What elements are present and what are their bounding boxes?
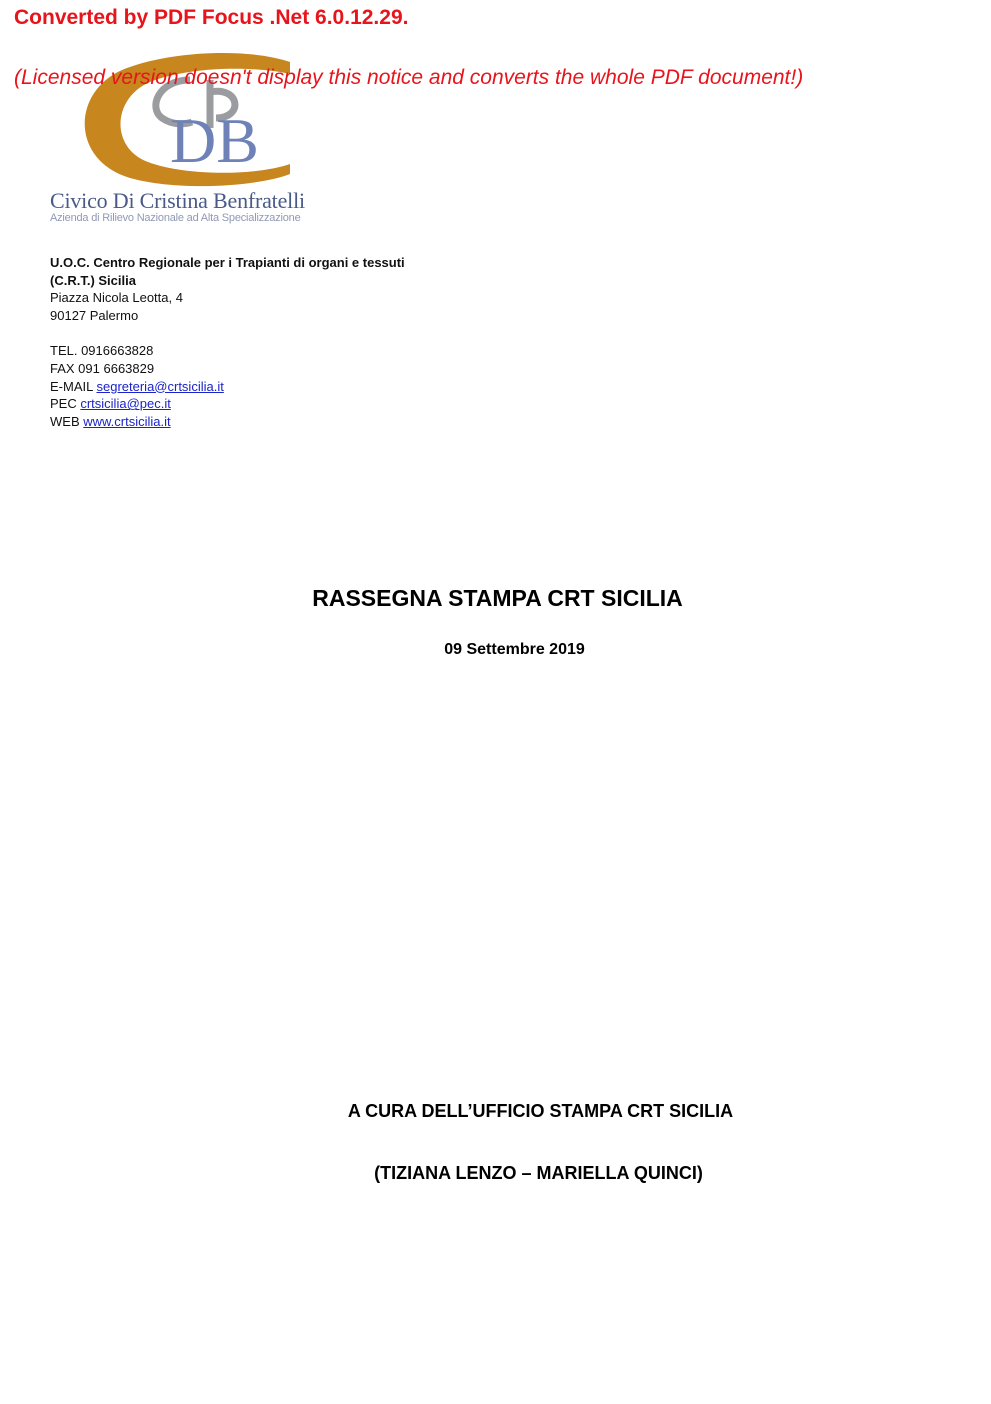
address-block — [50, 254, 405, 430]
telephone: TEL. 0916663828 — [50, 343, 154, 359]
document-credit: A CURA DELL’UFFICIO STAMPA CRT SICILIA — [347, 1101, 734, 1121]
conversion-notice-title: Converted by PDF Focus .Net 6.0.12.29. — [14, 6, 409, 29]
address-spacer — [50, 324, 405, 342]
document-title: RASSEGNA STAMPA CRT SICILIA — [312, 585, 683, 611]
fax: FAX 091 6663829 — [50, 360, 155, 376]
pec-row — [50, 395, 405, 413]
web-link[interactable]: www.crtsicilia.it — [83, 413, 171, 429]
document-authors: (TIZIANA LENZO – MARIELLA QUINCI) — [374, 1163, 703, 1183]
org-name-line2: (C.R.T.) Sicilia — [50, 272, 136, 288]
conversion-notice-text: (Licensed version doesn't display this notice and converts the whole PDF document!) — [14, 66, 804, 89]
logo-subtitle: Azienda di Rilievo Nazionale ad Alta Specializzazione — [50, 212, 301, 224]
email-row — [50, 378, 405, 396]
org-name-line1: U.O.C. Centro Regionale per i Trapianti di organi e tessuti — [50, 255, 405, 270]
logo-name: Civico Di Cristina Benfratelli — [50, 188, 305, 213]
web-label: WEB — [50, 413, 84, 429]
logo-db-letters: DB — [170, 105, 259, 176]
email-label: E-MAIL — [50, 378, 97, 394]
pec-label: PEC — [50, 396, 81, 412]
pec-link[interactable]: crtsicilia@pec.it — [80, 396, 171, 412]
document-date: 09 Settembre 2019 — [444, 641, 585, 658]
street-address: Piazza Nicola Leotta, 4 — [50, 290, 183, 306]
email-link[interactable]: segreteria@crtsicilia.it — [96, 378, 224, 394]
web-row — [50, 413, 405, 431]
city-address: 90127 Palermo — [50, 307, 139, 323]
